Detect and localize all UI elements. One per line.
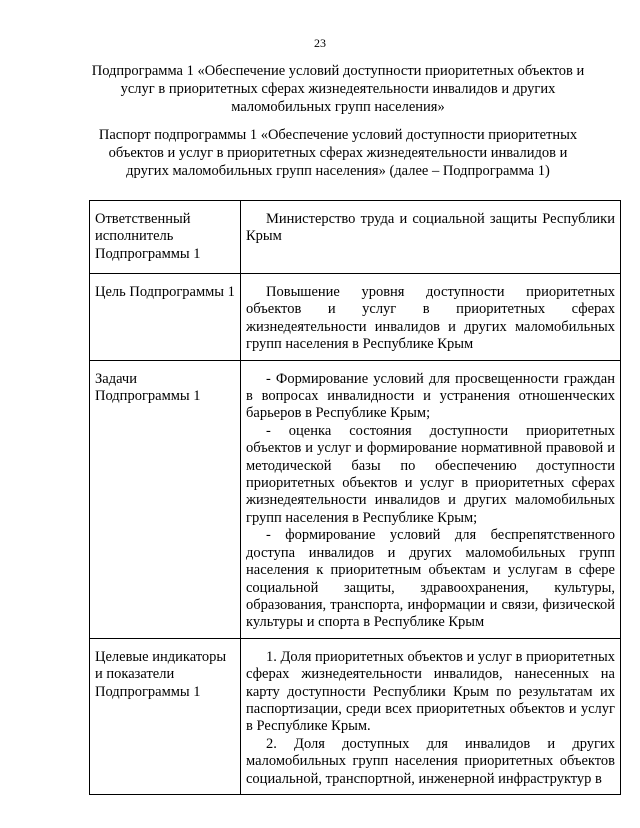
task-item: - формирование условий для беспрепятственного доступа инвалидов и других маломобильных групп населения к приоритетным объектам и услугам в сфере социальной защиты, здравоохранения, культуры, образования, транспорта, информации и связи, физической культуры и спорта в Республике Крым xyxy=(246,527,615,631)
goal-value xyxy=(241,274,621,361)
indicator-item: 1. Доля приоритетных объектов и услуг в приоритетных сферах жизнедеятельности инвалидов, нанесенных на карту доступности Республики Крым по результатам их паспортизации, среди всех приоритетных объектов и услуг в Республике Крым. xyxy=(246,648,615,735)
page-number: 23 xyxy=(314,36,326,50)
table-row-tasks xyxy=(90,360,621,638)
goal-value-text: Повышение уровня доступности приоритетных объектов и услуг в приоритетных сферах жизнедеятельности инвалидов и других маломобильных групп населения в Республике Крым xyxy=(246,284,615,353)
indicators-value xyxy=(241,638,621,794)
tasks-value xyxy=(241,360,621,638)
indicator-item: 2. Доля доступных для инвалидов и других маломобильных групп населения приоритетных объектов социальной, транспортной, инженерной инфраструктур в xyxy=(246,735,615,787)
passport-title: Паспорт подпрограммы 1 «Обеспечение условий доступности приоритетных объектов и услуг в приоритетных сферах жизнедеятельности инвалидов и других маломобильных групп населения» (далее – Подпрограмма 1) xyxy=(98,127,578,179)
responsible-label: Ответственный исполнитель Подпрограммы 1 xyxy=(90,201,241,274)
task-item: - Формирование условий для просвещенности граждан в вопросах инвалидности и устранения отношенческих барьеров в Республике Крым; xyxy=(246,370,615,422)
table-row-indicators xyxy=(90,638,621,794)
subprogram-title: Подпрограмма 1 «Обеспечение условий доступности приоритетных объектов и услуг в приоритетных сферах жизнедеятельности инвалидов и других маломобильных групп населения» xyxy=(91,63,585,115)
table-row-goal xyxy=(90,274,621,361)
responsible-value-text: Министерство труда и социальной защиты Республики Крым xyxy=(246,211,615,245)
tasks-label: Задачи Подпрограммы 1 xyxy=(90,360,241,638)
passport-table xyxy=(89,200,621,795)
table-row-responsible xyxy=(90,201,621,274)
goal-label: Цель Подпрограммы 1 xyxy=(90,274,241,361)
indicators-label: Целевые индикаторы и показатели Подпрограммы 1 xyxy=(90,638,241,794)
responsible-value xyxy=(241,201,621,274)
task-item: - оценка состояния доступности приоритетных объектов и услуг и формирование нормативной правовой и методической базы по обеспечению доступности приоритетных объектов и услуг в приоритетных сферах жизнедеятельности инвалидов и других маломобильных групп населения в Республике Крым; xyxy=(246,422,615,526)
